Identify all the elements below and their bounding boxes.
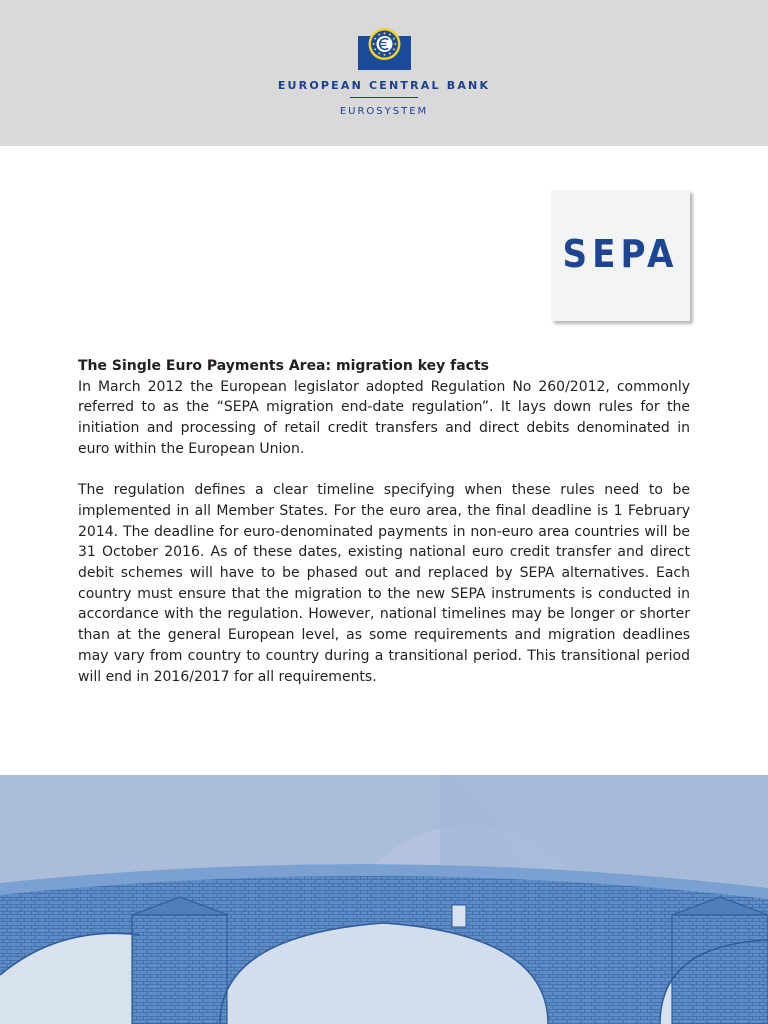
article-paragraph-1: In March 2012 the European legislator adopted Regulation No 260/2012, commonly referred to as the “SEPA migration end-date regulation”. It lays down rules for the initiation and processing of retail credit transfers and direct debits denominated in euro within the European Union. <box>78 378 690 457</box>
article-body <box>78 356 690 687</box>
header-banner <box>0 0 768 146</box>
bridge-illustration-icon <box>0 775 768 1024</box>
article-paragraph-2: The regulation defines a clear timeline specifying when these rules need to be implemented in all Member States. For the euro area, the final deadline is 1 February 2014. The deadline for euro-denominated payments in non-euro area countries will be 31 October 2016. As of these dates, existing national euro credit transfer and direct debit schemes will have to be phased out and replaced by SEPA alternatives. Each country must ensure that the migration to the new SEPA instruments is conducted in accordance with the regulation. However, national timelines may be longer or shorter than at the general European level, as some requirements and migration deadlines may vary from country to country during a transitional period. This transitional period will end in 2016/2017 for all requirements. <box>78 482 690 685</box>
sepa-badge-label: SEPA <box>562 232 679 276</box>
eurosystem-label: EUROSYSTEM <box>339 106 429 117</box>
header-divider <box>350 97 418 98</box>
ecb-logo-icon <box>358 26 411 70</box>
article-title: The Single Euro Payments Area: migration key facts <box>78 358 489 374</box>
bank-name: EUROPEAN CENTRAL BANK <box>277 79 491 92</box>
sepa-badge <box>551 190 690 321</box>
